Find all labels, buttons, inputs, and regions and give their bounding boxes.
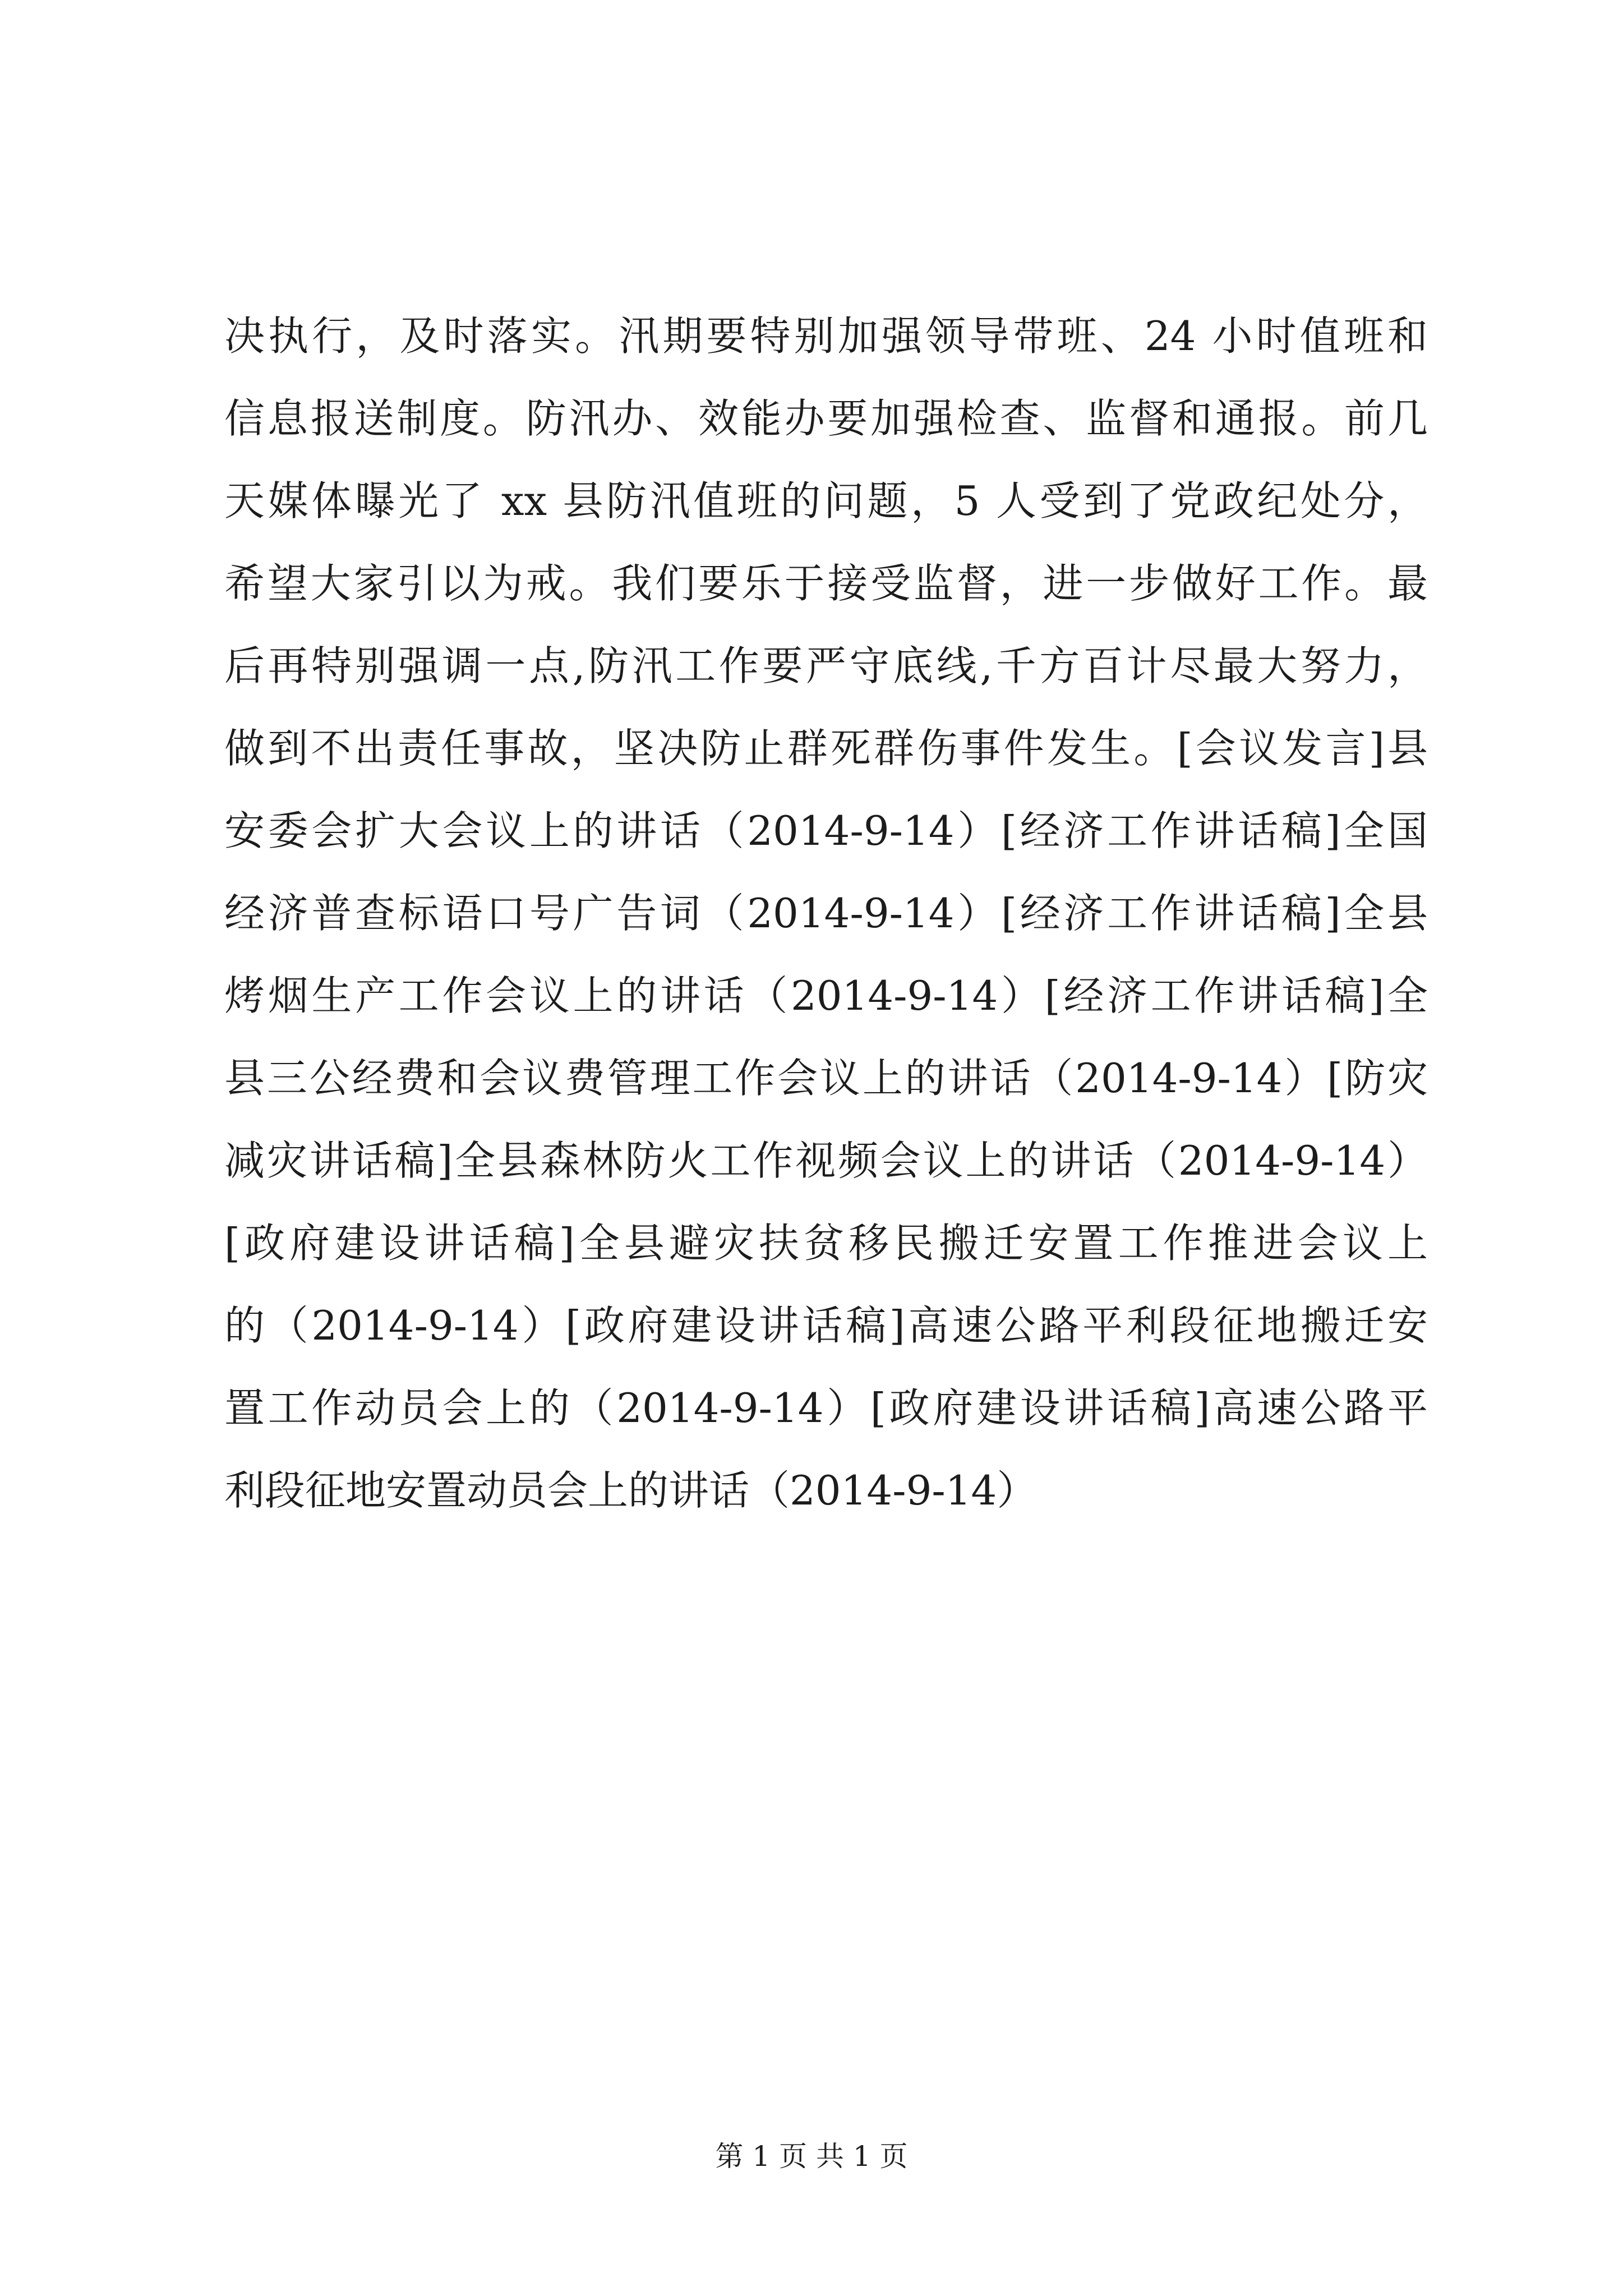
body-text-line: 希望大家引以为戒。我们要乐于接受监督，进一步做好工作。最 (224, 560, 1428, 607)
body-text-line: 经济普查标语口号广告词（2014-9-14）[经济工作讲话稿]全县 (224, 890, 1428, 937)
body-text-line: 天媒体曝光了 xx 县防汛值班的问题，5 人受到了党政纪处分， (224, 477, 1428, 524)
body-text-line: 减灾讲话稿]全县森林防火工作视频会议上的讲话（2014-9-14） (224, 1137, 1428, 1184)
body-text-line: 的（2014-9-14）[政府建设讲话稿]高速公路平利段征地搬迁安 (224, 1302, 1428, 1349)
body-text-line: 利段征地安置动员会上的讲话（2014-9-14） (224, 1467, 1038, 1514)
body-text-line: [政府建设讲话稿]全县避灾扶贫移民搬迁安置工作推进会议上 (224, 1220, 1428, 1267)
body-text-line: 做到不出责任事故，坚决防止群死群伤事件发生。[会议发言]县 (224, 725, 1428, 772)
document-body (224, 295, 1428, 1532)
body-text-line: 决执行，及时落实。汛期要特别加强领导带班、24 小时值班和 (224, 312, 1428, 360)
body-text-line: 信息报送制度。防汛办、效能办要加强检查、监督和通报。前几 (224, 395, 1428, 442)
body-text-line: 县三公经费和会议费管理工作会议上的讲话（2014-9-14）[防灾 (224, 1055, 1428, 1102)
page-number-footer: 第 1 页 共 1 页 (715, 2140, 908, 2173)
body-text-line: 后再特别强调一点,防汛工作要严守底线,千方百计尽最大努力， (224, 642, 1428, 689)
body-text-line: 安委会扩大会议上的讲话（2014-9-14）[经济工作讲话稿]全国 (224, 807, 1428, 854)
body-text-line: 烤烟生产工作会议上的讲话（2014-9-14）[经济工作讲话稿]全 (224, 972, 1428, 1019)
body-text-line: 置工作动员会上的（2014-9-14）[政府建设讲话稿]高速公路平 (224, 1384, 1428, 1432)
